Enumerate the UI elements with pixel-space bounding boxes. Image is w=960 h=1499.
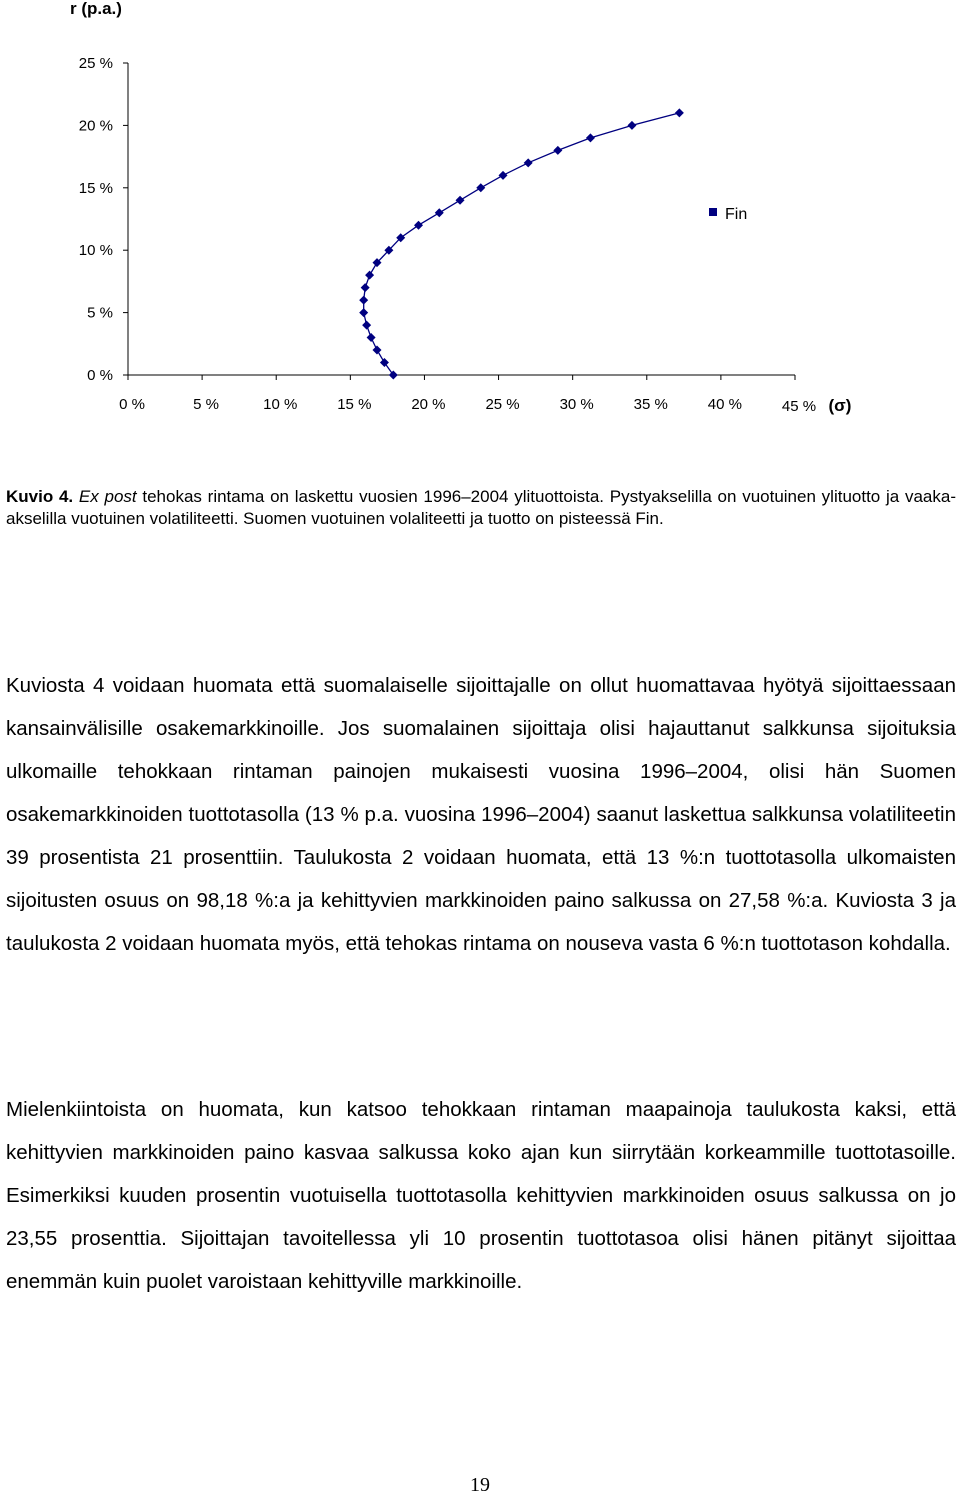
frontier-point [414, 221, 423, 230]
x-tick-label: 5 % [193, 396, 220, 413]
frontier-point [476, 183, 485, 192]
frontier-point [586, 133, 595, 142]
x-tick-label: 20 % [411, 396, 446, 413]
y-tick-label: 15 % [78, 179, 113, 197]
x-tick-label: 35 % [633, 396, 668, 413]
frontier-point [553, 146, 562, 155]
frontier-point [524, 158, 533, 167]
x-axis-label: (σ) [828, 396, 852, 415]
frontier-point [435, 208, 444, 217]
x-tick-label: 0 % [119, 396, 145, 413]
caption-italic: Ex post [78, 487, 137, 506]
y-tick-label: 20 % [78, 117, 113, 135]
x-tick-label: 30 % [559, 396, 594, 413]
body-paragraph-2: Mielenkiintoista on huomata, kun katsoo tehokkaan rintaman maapainoja taulukosta kaksi, että kehittyvien markkinoiden paino kasvaa salkussa koko ajan kun siirrytään korkeammille tuottotasoille. Esimerkiksi kuuden prosentin vuotuisella tuottotasolla kehittyvien markkinoiden osuus salkussa on jo 23,55 prosenttia. Sijoittajan tavoitellessa yli 10 prosentin tuottotasoa olisi hänen pitänyt sijoittaa enemmän kuin puolet varoistaan kehittyville markkinoille. [6, 1097, 956, 1293]
legend-label-fin: Fin [725, 206, 748, 223]
x-tick-label: 10 % [263, 396, 298, 413]
body-paragraph-1: Kuviosta 4 voidaan huomata että suomalaiselle sijoittajalle on ollut huomattavaa hyötyä sijoittaessaan kansainvälisille osakemarkkinoille. Jos suomalainen sijoittaja olisi hajauttanut salkkunsa sijoituksia ulkomaille tehokkaan rintaman painojen mukaisesti vuosina 1996–2004, olisi hän Suomen osakemarkkinoiden tuottotasolla (13 % p.a. vuosina 1996–2004) saanut laskettua salkkunsa volatiliteetin 39 prosentista 21 prosenttiin. Taulukosta 2 voidaan huomata, että 13 %:n tuottotasolla ulkomaisten sijoitusten osuus on 98,18 %:a ja kehittyvien markkinoiden paino salkussa on 27,58 %:a. Kuviosta 3 ja taulukosta 2 voidaan huomata myös, että tehokas rintama on nouseva vasta 6 %:n tuottotason kohdalla. [6, 673, 956, 955]
frontier-point [627, 121, 636, 130]
y-tick-label: 10 % [78, 242, 113, 260]
frontier-point [365, 271, 374, 280]
y-tick-label: 0 % [87, 367, 113, 384]
frontier-point [359, 296, 368, 305]
caption-label: Kuvio 4. [6, 487, 74, 506]
x-tick-label: 25 % [485, 396, 520, 413]
legend-marker-fin [709, 208, 717, 216]
figure-caption [6, 486, 956, 530]
plot-area [79, 55, 816, 415]
frontier-point [359, 308, 368, 317]
frontier-point [380, 358, 389, 367]
frontier-point [456, 196, 465, 205]
x-tick-label: 45 % [781, 398, 817, 415]
caption-text: tehokas rintama on laskettu vuosien 1996–2004 ylituottoista. Pystyakselilla on vuotuinen ylituotto ja vaaka-akselilla vuotuinen volatiliteetti. Suomen vuotuinen volaliteetti ja tuotto on pisteessä Fin. [6, 487, 956, 528]
y-tick-label: 25 % [78, 55, 113, 72]
frontier-point [367, 333, 376, 342]
efficient-frontier-chart [0, 0, 960, 430]
frontier-point [499, 171, 508, 180]
frontier-point [362, 321, 371, 330]
y-tick-label: 5 % [87, 304, 113, 322]
x-tick-label: 40 % [707, 396, 742, 413]
frontier-point [675, 108, 684, 117]
x-tick-label: 15 % [337, 396, 372, 413]
frontier-point [389, 371, 398, 380]
frontier-line [364, 113, 680, 375]
frontier-point [373, 346, 382, 355]
frontier-point [361, 283, 370, 292]
page-number: 19 [470, 1474, 490, 1496]
y-axis-label: r (p.a.) [70, 0, 122, 18]
